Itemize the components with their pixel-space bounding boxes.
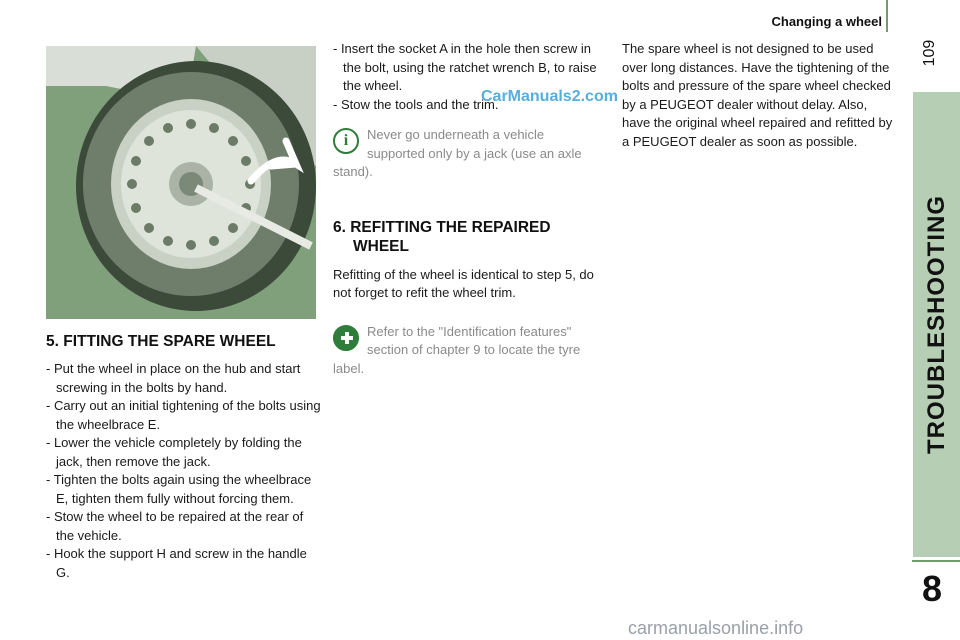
step-item: - Tighten the bolts again using the wheelbrace E, tighten them fully without forcing them. [46, 472, 312, 506]
spare-wheel-advice: The spare wheel is not designed to be used over long distances. Have the tightening of the bolts and pressure of the spare wheel checked by a PEUGEOT dealer without delay. Also, have the original wheel repaired and refitted by a PEUGEOT dealer as soon as possible. [622, 41, 893, 149]
section6-text: Refitting of the wheel is identical to step 5, do not forget to refit the wheel trim. [333, 266, 594, 300]
section-title: Changing a wheel [771, 14, 882, 29]
step-item: - Stow the wheel to be repaired at the rear of the vehicle. [46, 509, 304, 543]
chapter-tab [913, 92, 960, 557]
chapter-number: 8 [922, 568, 943, 609]
wheel-illustration [46, 46, 316, 319]
wheel-drawing [46, 46, 316, 319]
header-rule [886, 0, 888, 32]
info-icon [333, 128, 359, 154]
safety-note-text: Never go underneath a vehicle supported only by a jack (use an axle stand). [333, 127, 582, 179]
section5-heading: 5. FITTING THE SPARE WHEEL [46, 333, 276, 350]
footer-watermark: carmanualsonline.info [628, 618, 804, 638]
section5-steps [46, 360, 321, 582]
section6-heading: 6. REFITTING THE REPAIRED WHEEL [333, 218, 551, 255]
step-item: - Carry out an initial tightening of the bolts using the wheelbrace E. [46, 398, 321, 432]
step-item: - Lower the vehicle completely by folding the jack, then remove the jack. [46, 435, 302, 469]
section-fitting-spare-wheel [46, 332, 321, 582]
step-item: - Put the wheel in place on the hub and start screwing in the bolts by hand. [46, 361, 301, 395]
reference-note [333, 323, 601, 379]
step-item: - Hook the support H and screw in the handle G. [46, 546, 307, 580]
step-item: - Insert the socket A in the hole then screw in the bolt, using the ratchet wrench B, to raise the wheel. [333, 41, 597, 93]
page-number: 109 [921, 39, 938, 67]
safety-note [333, 126, 601, 182]
reference-note-text: Refer to the "Identification features" section of chapter 9 to locate the tyre label. [333, 323, 581, 376]
right-column [622, 40, 894, 151]
watermark: CarManuals2.com [481, 88, 618, 105]
chapter-divider [912, 560, 960, 562]
plus-icon [333, 325, 359, 351]
step-item: - Stow the tools and the trim. [333, 96, 499, 112]
chapter-title: TROUBLESHOOTING [923, 195, 950, 454]
